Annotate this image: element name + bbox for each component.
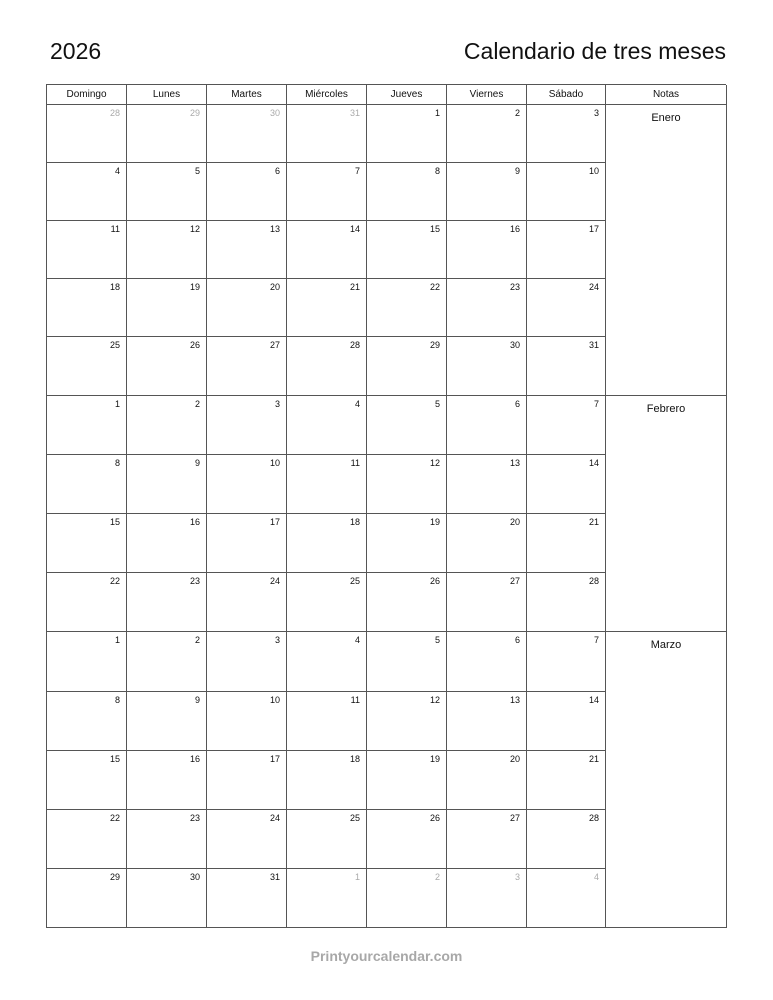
day-cell xyxy=(207,105,287,163)
day-cell xyxy=(127,279,207,337)
page-title: Calendario de tres meses xyxy=(463,38,726,64)
day-number: 24 xyxy=(269,813,280,823)
day-cell xyxy=(207,514,287,573)
day-cell xyxy=(127,573,207,632)
day-cell xyxy=(527,279,606,337)
day-cell xyxy=(207,337,287,396)
day-cell xyxy=(127,455,207,514)
day-number: 28 xyxy=(349,340,360,350)
day-cell xyxy=(287,514,367,573)
day-number: 15 xyxy=(109,754,120,764)
day-number: 2 xyxy=(194,635,200,645)
footer-brand: Printyourcalendar.com xyxy=(310,948,463,964)
day-cell xyxy=(127,632,207,692)
day-cell xyxy=(527,337,606,396)
day-number: 18 xyxy=(349,754,360,764)
day-number: 4 xyxy=(114,166,120,176)
day-number: 5 xyxy=(434,399,440,409)
day-number: 19 xyxy=(429,754,440,764)
day-number: 21 xyxy=(349,282,360,292)
day-number: 26 xyxy=(189,340,200,350)
day-cell xyxy=(447,455,527,514)
day-cell xyxy=(287,396,367,455)
day-cell xyxy=(367,692,447,751)
day-cell xyxy=(207,869,287,928)
day-number: 2 xyxy=(194,399,200,409)
day-cell xyxy=(127,869,207,928)
day-number: 16 xyxy=(189,517,200,527)
day-cell xyxy=(527,396,606,455)
day-cell xyxy=(47,337,127,396)
day-cell xyxy=(207,163,287,221)
day-cell xyxy=(447,279,527,337)
day-number: 9 xyxy=(194,695,200,705)
day-cell xyxy=(207,455,287,514)
day-cell xyxy=(47,455,127,514)
day-number: 28 xyxy=(588,576,599,586)
day-cell xyxy=(47,514,127,573)
day-number: 18 xyxy=(349,517,360,527)
day-cell xyxy=(447,751,527,810)
day-number: 31 xyxy=(349,108,360,118)
day-cell xyxy=(47,221,127,279)
day-number: 20 xyxy=(509,754,520,764)
day-number: 5 xyxy=(434,635,440,645)
day-number: 30 xyxy=(269,108,280,118)
day-cell xyxy=(367,751,447,810)
day-number: 28 xyxy=(588,813,599,823)
day-number: 10 xyxy=(269,695,280,705)
day-number: 24 xyxy=(588,282,599,292)
day-number: 30 xyxy=(509,340,520,350)
day-cell xyxy=(447,105,527,163)
day-number: 12 xyxy=(429,695,440,705)
day-cell xyxy=(127,751,207,810)
day-number: 20 xyxy=(269,282,280,292)
day-cell xyxy=(527,163,606,221)
day-number: 26 xyxy=(429,813,440,823)
day-number: 4 xyxy=(354,399,360,409)
day-cell xyxy=(367,337,447,396)
day-cell xyxy=(207,810,287,869)
day-number: 21 xyxy=(588,754,599,764)
day-number: 22 xyxy=(429,282,440,292)
day-cell xyxy=(367,105,447,163)
day-number: 1 xyxy=(114,635,120,645)
day-number: 27 xyxy=(269,340,280,350)
day-number: 16 xyxy=(509,224,520,234)
day-cell xyxy=(207,396,287,455)
day-cell xyxy=(47,279,127,337)
notes-cell-enero xyxy=(606,105,727,396)
day-number: 7 xyxy=(593,635,599,645)
day-cell xyxy=(367,632,447,692)
day-number: 13 xyxy=(269,224,280,234)
day-number: 8 xyxy=(114,458,120,468)
day-number: 14 xyxy=(588,695,599,705)
day-number: 2 xyxy=(434,872,440,882)
day-cell xyxy=(47,869,127,928)
weekday-header: Miércoles xyxy=(287,85,367,105)
day-number: 22 xyxy=(109,813,120,823)
day-number: 3 xyxy=(274,635,280,645)
day-number: 10 xyxy=(588,166,599,176)
day-cell xyxy=(367,455,447,514)
day-cell xyxy=(127,810,207,869)
day-number: 7 xyxy=(354,166,360,176)
day-cell xyxy=(367,279,447,337)
day-number: 6 xyxy=(514,635,520,645)
day-number: 4 xyxy=(593,872,599,882)
day-number: 2 xyxy=(514,108,520,118)
day-number: 20 xyxy=(509,517,520,527)
day-number: 17 xyxy=(588,224,599,234)
day-cell xyxy=(287,751,367,810)
weekday-header: Viernes xyxy=(447,85,527,105)
day-cell xyxy=(287,573,367,632)
day-number: 11 xyxy=(350,458,360,468)
day-cell xyxy=(287,279,367,337)
day-number: 30 xyxy=(189,872,200,882)
day-number: 8 xyxy=(434,166,440,176)
day-cell xyxy=(207,573,287,632)
day-cell xyxy=(527,810,606,869)
day-number: 17 xyxy=(269,517,280,527)
day-number: 23 xyxy=(509,282,520,292)
day-cell xyxy=(47,810,127,869)
day-number: 11 xyxy=(110,224,120,234)
day-number: 29 xyxy=(429,340,440,350)
day-number: 15 xyxy=(109,517,120,527)
day-number: 14 xyxy=(588,458,599,468)
day-cell xyxy=(287,692,367,751)
day-cell xyxy=(287,337,367,396)
day-cell xyxy=(47,105,127,163)
day-cell xyxy=(527,751,606,810)
day-cell xyxy=(127,514,207,573)
day-cell xyxy=(127,105,207,163)
day-number: 9 xyxy=(194,458,200,468)
day-cell xyxy=(127,692,207,751)
day-cell xyxy=(527,455,606,514)
day-cell xyxy=(127,337,207,396)
day-cell xyxy=(367,869,447,928)
day-cell xyxy=(447,573,527,632)
day-cell xyxy=(447,692,527,751)
day-number: 15 xyxy=(429,224,440,234)
day-cell xyxy=(367,221,447,279)
day-cell xyxy=(447,221,527,279)
day-cell xyxy=(367,514,447,573)
day-cell xyxy=(127,163,207,221)
day-cell xyxy=(127,396,207,455)
day-number: 25 xyxy=(349,813,360,823)
day-number: 17 xyxy=(269,754,280,764)
month-name: Marzo xyxy=(650,639,682,651)
day-number: 24 xyxy=(269,576,280,586)
day-number: 27 xyxy=(509,576,520,586)
day-cell xyxy=(127,221,207,279)
weekday-header: Jueves xyxy=(367,85,447,105)
notes-cell-marzo xyxy=(606,632,727,928)
day-number: 12 xyxy=(189,224,200,234)
day-cell xyxy=(207,692,287,751)
month-name: Febrero xyxy=(646,403,686,415)
day-number: 21 xyxy=(588,517,599,527)
day-number: 23 xyxy=(189,576,200,586)
day-cell xyxy=(367,573,447,632)
day-cell xyxy=(447,810,527,869)
day-number: 7 xyxy=(593,399,599,409)
day-number: 22 xyxy=(109,576,120,586)
day-number: 25 xyxy=(349,576,360,586)
day-cell xyxy=(527,514,606,573)
day-number: 5 xyxy=(194,166,200,176)
day-number: 1 xyxy=(114,399,120,409)
day-cell xyxy=(287,810,367,869)
day-cell xyxy=(527,573,606,632)
day-number: 3 xyxy=(593,108,599,118)
day-cell xyxy=(367,810,447,869)
day-cell xyxy=(287,869,367,928)
day-cell xyxy=(527,632,606,692)
day-cell xyxy=(447,337,527,396)
day-number: 1 xyxy=(434,108,440,118)
day-number: 25 xyxy=(109,340,120,350)
day-number: 14 xyxy=(349,224,360,234)
day-number: 6 xyxy=(514,399,520,409)
day-number: 9 xyxy=(514,166,520,176)
day-number: 8 xyxy=(114,695,120,705)
day-cell xyxy=(447,632,527,692)
day-cell xyxy=(527,869,606,928)
day-number: 31 xyxy=(588,340,599,350)
day-cell xyxy=(207,221,287,279)
calendar-grid xyxy=(46,84,726,928)
day-cell xyxy=(447,514,527,573)
day-cell xyxy=(527,105,606,163)
day-number: 3 xyxy=(514,872,520,882)
day-number: 12 xyxy=(429,458,440,468)
day-cell xyxy=(47,396,127,455)
day-cell xyxy=(47,573,127,632)
day-number: 11 xyxy=(350,695,360,705)
year-label: 2026 xyxy=(50,38,102,64)
day-number: 18 xyxy=(109,282,120,292)
day-number: 29 xyxy=(189,108,200,118)
day-cell xyxy=(47,692,127,751)
day-number: 10 xyxy=(269,458,280,468)
day-number: 4 xyxy=(354,635,360,645)
day-number: 19 xyxy=(189,282,200,292)
day-cell xyxy=(527,221,606,279)
day-cell xyxy=(287,105,367,163)
day-number: 27 xyxy=(509,813,520,823)
day-number: 26 xyxy=(429,576,440,586)
day-number: 16 xyxy=(189,754,200,764)
day-cell xyxy=(207,632,287,692)
day-number: 28 xyxy=(109,108,120,118)
day-cell xyxy=(207,751,287,810)
weekday-header: Lunes xyxy=(127,85,207,105)
day-number: 1 xyxy=(354,872,360,882)
day-number: 31 xyxy=(269,872,280,882)
day-cell xyxy=(287,455,367,514)
day-cell xyxy=(287,632,367,692)
day-cell xyxy=(367,396,447,455)
notes-header: Notas xyxy=(606,85,727,105)
notes-cell-febrero xyxy=(606,396,727,632)
day-cell xyxy=(287,163,367,221)
day-number: 29 xyxy=(109,872,120,882)
day-cell xyxy=(47,751,127,810)
day-number: 13 xyxy=(509,458,520,468)
day-number: 6 xyxy=(274,166,280,176)
day-number: 3 xyxy=(274,399,280,409)
day-cell xyxy=(447,163,527,221)
day-cell xyxy=(47,163,127,221)
day-cell xyxy=(287,221,367,279)
weekday-header: Martes xyxy=(207,85,287,105)
month-name: Enero xyxy=(651,112,681,124)
day-cell xyxy=(207,279,287,337)
weekday-header: Domingo xyxy=(47,85,127,105)
day-cell xyxy=(367,163,447,221)
day-number: 23 xyxy=(189,813,200,823)
day-cell xyxy=(47,632,127,692)
day-cell xyxy=(527,692,606,751)
day-number: 19 xyxy=(429,517,440,527)
day-cell xyxy=(447,869,527,928)
weekday-header: Sábado xyxy=(527,85,606,105)
day-cell xyxy=(447,396,527,455)
day-number: 13 xyxy=(509,695,520,705)
